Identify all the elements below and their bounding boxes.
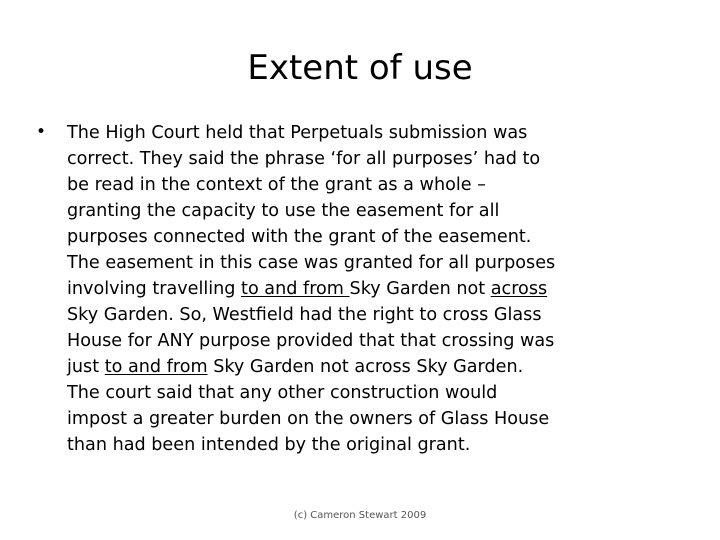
body-text-segment: than had been intended by the original grant. (67, 435, 471, 455)
body-text-segment: just (67, 357, 105, 377)
body-text-segment: correct. They said the phrase ‘for all purposes’ had to (67, 149, 541, 169)
body-text-segment: The High Court held that Perpetuals submission was (67, 123, 528, 143)
body-line (67, 172, 687, 198)
body-text-segment: Sky Garden. So, Westfield had the right to cross Glass (67, 305, 542, 325)
body-text-segment: be read in the context of the grant as a whole – (67, 175, 486, 195)
body-text-segment: involving travelling (67, 279, 242, 299)
body-line (67, 120, 687, 146)
body-text-segment: The court said that any other construction would (67, 383, 498, 403)
body-text-segment: granting the capacity to use the easement for all (67, 201, 500, 221)
underlined-phrase: to and from (241, 279, 350, 299)
body-text-segment: Sky Garden not across Sky Garden. (207, 357, 524, 377)
body-text-segment: The easement in this case was granted for all purposes (67, 253, 556, 273)
body-line (67, 224, 687, 250)
underlined-phrase: to and from (104, 357, 208, 377)
bullet-body-text (67, 120, 687, 458)
underlined-phrase: across (490, 279, 548, 299)
bullet-marker: • (36, 122, 47, 142)
body-line (67, 276, 687, 302)
body-line (67, 250, 687, 276)
body-text-segment: impost a greater burden on the owners of Glass House (67, 409, 550, 429)
body-line (67, 354, 687, 380)
body-line (67, 406, 687, 432)
body-line (67, 432, 687, 458)
body-line (67, 146, 687, 172)
body-text-segment: purposes connected with the grant of the easement. (67, 227, 532, 247)
body-line (67, 328, 687, 354)
body-line (67, 198, 687, 224)
footer-copyright: (c) Cameron Stewart 2009 (293, 510, 427, 521)
body-text-segment: Sky Garden not (349, 279, 491, 299)
body-line (67, 302, 687, 328)
slide-title: Extent of use (247, 48, 473, 88)
body-line (67, 380, 687, 406)
body-text-segment: House for ANY purpose provided that that crossing was (67, 331, 555, 351)
